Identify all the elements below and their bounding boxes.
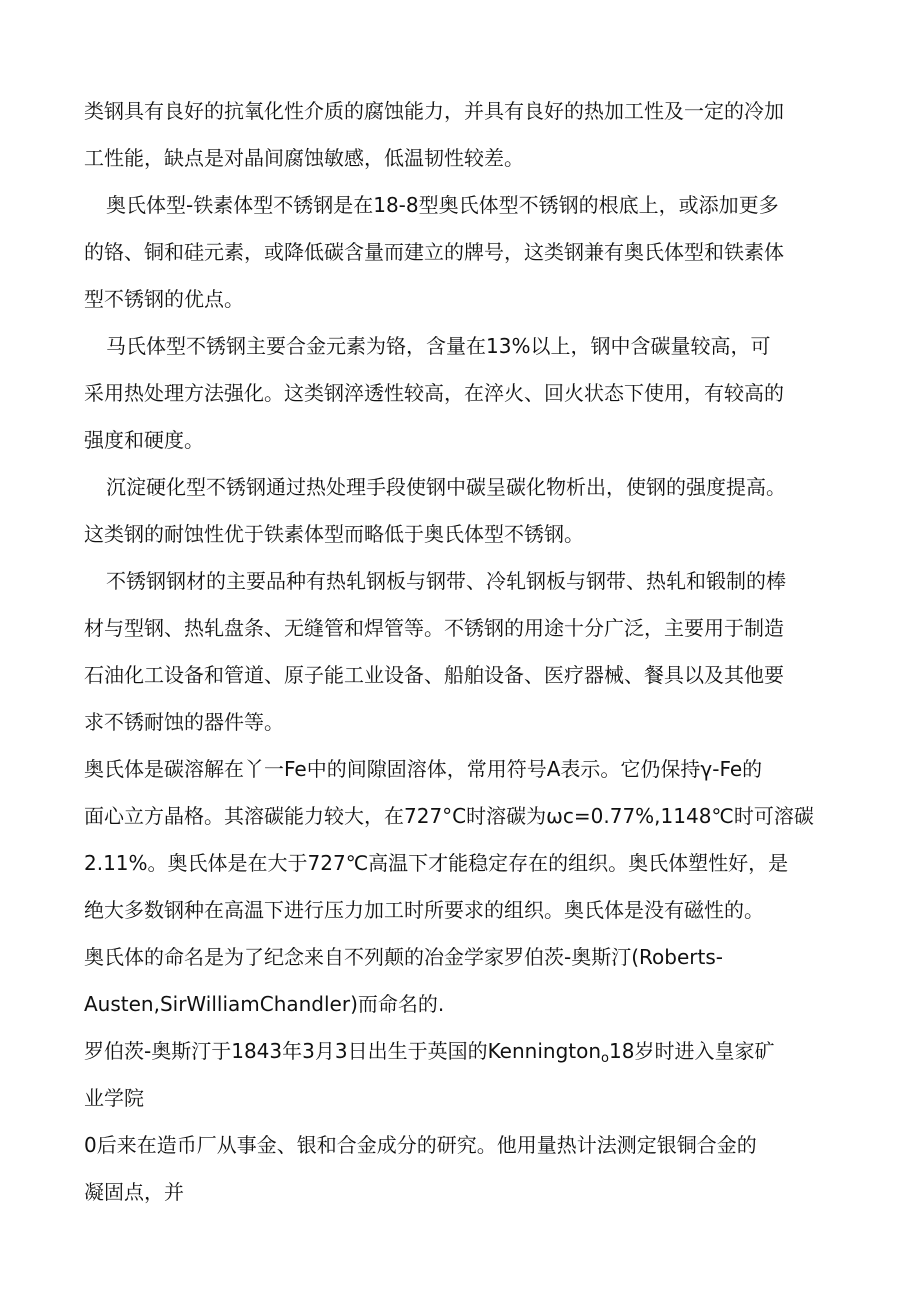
text-line: 材与型钢、热轧盘条、无缝管和焊管等。不锈钢的用途十分广泛，主要用于制造 bbox=[84, 616, 784, 640]
paragraph-7 bbox=[84, 934, 854, 1028]
subscript-mark: o bbox=[601, 1051, 609, 1066]
text-line: 奥氏体型-铁素体型不锈钢是在18-8型奥氏体型不锈钢的根底上，或添加更多 bbox=[106, 193, 779, 217]
text-line: 2.11%。奥氏体是在大于727℃高温下才能稳定存在的组织。奥氏体塑性好，是 bbox=[84, 851, 789, 875]
text-line: 这类钢的耐蚀性优于铁素体型而略低于奥氏体型不锈钢。 bbox=[84, 522, 584, 546]
text-line: 0后来在造币厂从事金、银和合金成分的研究。他用量热计法测定银铜合金的 bbox=[84, 1133, 757, 1157]
paragraph-1 bbox=[84, 88, 854, 182]
text-line: 求不锈耐蚀的器件等。 bbox=[84, 710, 284, 734]
paragraph-9 bbox=[84, 1122, 854, 1216]
document-body bbox=[84, 88, 854, 1216]
text-line: 的铬、铜和硅元素，或降低碳含量而建立的牌号，这类钢兼有奥氏体型和铁素体 bbox=[84, 240, 784, 264]
text-line: 型不锈钢的优点。 bbox=[84, 287, 244, 311]
paragraph-3 bbox=[84, 323, 854, 464]
text-line: 面心立方晶格。其溶碳能力较大，在727°C时溶碳为ωc=0.77%,1148℃时可溶碳 bbox=[84, 804, 814, 828]
text-line: 采用热处理方法强化。这类钢淬透性较高，在淬火、回火状态下使用，有较高的 bbox=[84, 381, 784, 405]
text-line: 凝固点，并 bbox=[84, 1180, 184, 1204]
paragraph-8 bbox=[84, 1028, 854, 1122]
text-line: 绝大多数钢种在高温下进行压力加工时所要求的组织。奥氏体是没有磁性的。 bbox=[84, 898, 764, 922]
paragraph-6 bbox=[84, 746, 854, 934]
text-line: 沉淀硬化型不锈钢通过热处理手段使钢中碳呈碳化物析出，使钢的强度提高。 bbox=[106, 475, 786, 499]
text-segment: 罗伯茨-奥斯汀于1843年3月3日出生于英国的Kennington bbox=[84, 1039, 602, 1063]
text-line: 奥氏体是碳溶解在丫一Fe中的间隙固溶体，常用符号A表示。它仍保持γ-Fe的 bbox=[84, 757, 763, 781]
text-line: 业学院 bbox=[84, 1086, 144, 1110]
text-line: 工性能，缺点是对晶间腐蚀敏感，低温韧性较差。 bbox=[84, 146, 524, 170]
paragraph-2 bbox=[84, 182, 854, 323]
text-line bbox=[84, 1028, 854, 1075]
text-segment: 18岁时进入皇家矿 bbox=[609, 1039, 775, 1063]
text-line: 不锈钢钢材的主要品种有热轧钢板与钢带、冷轧钢板与钢带、热轧和锻制的棒 bbox=[106, 569, 786, 593]
text-line: 强度和硬度。 bbox=[84, 428, 204, 452]
text-line: Austen,SirWilliamChandler)而命名的. bbox=[84, 992, 445, 1016]
text-line: 类钢具有良好的抗氧化性介质的腐蚀能力，并具有良好的热加工性及一定的冷加 bbox=[84, 99, 784, 123]
paragraph-5 bbox=[84, 558, 854, 746]
text-line: 石油化工设备和管道、原子能工业设备、船舶设备、医疗器械、餐具以及其他要 bbox=[84, 663, 784, 687]
paragraph-4 bbox=[84, 464, 854, 558]
text-line: 马氏体型不锈钢主要合金元素为铬，含量在13%以上，钢中含碳量较高，可 bbox=[106, 334, 771, 358]
text-line: 奥氏体的命名是为了纪念来自不列颠的冶金学家罗伯茨-奥斯汀(Roberts- bbox=[84, 945, 723, 969]
